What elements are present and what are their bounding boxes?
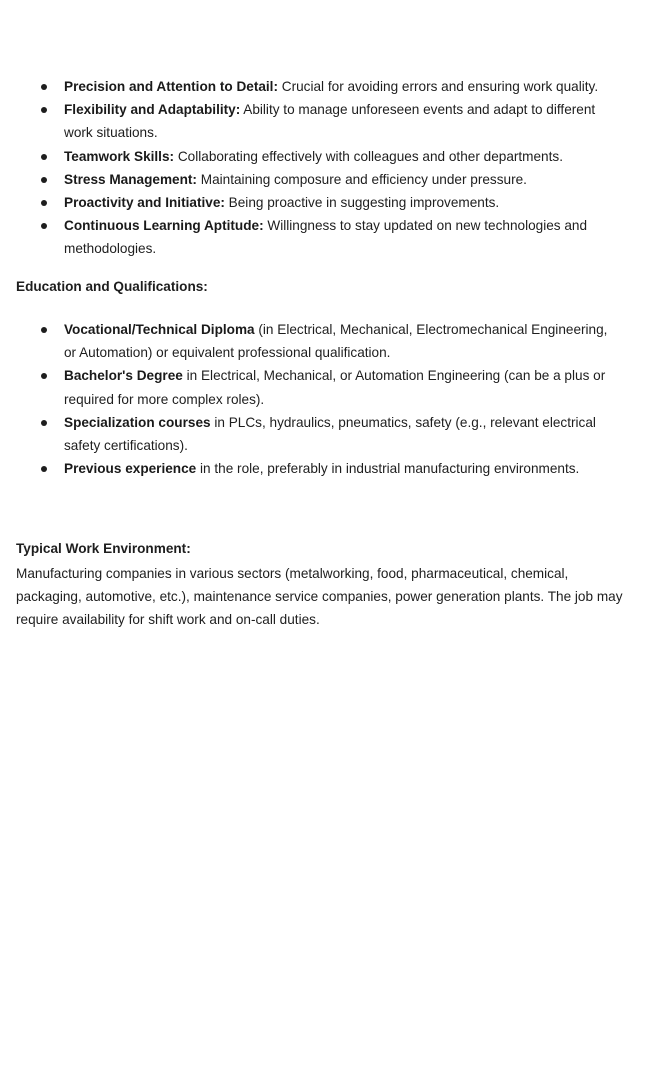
item-text: in the role, preferably in industrial manufacturing environments. bbox=[196, 461, 580, 477]
bullet-icon bbox=[41, 466, 47, 472]
item-title: Proactivity and Initiative: bbox=[64, 195, 225, 211]
item-title: Precision and Attention to Detail: bbox=[64, 79, 278, 94]
item-text: Maintaining composure and efficiency under pressure. bbox=[196, 171, 527, 187]
list-item bbox=[16, 214, 632, 260]
item-title: Teamwork Skills: bbox=[64, 148, 175, 164]
bullet-icon bbox=[41, 177, 47, 183]
bullet-icon bbox=[41, 84, 47, 90]
item-title: Continuous Learning Aptitude: bbox=[64, 218, 264, 234]
item-title: Bachelor's Degree bbox=[64, 368, 183, 384]
list-item bbox=[16, 318, 632, 364]
bullet-icon bbox=[41, 327, 47, 333]
item-text: Being proactive in suggesting improvements. bbox=[224, 195, 500, 211]
skills-list bbox=[16, 75, 632, 261]
bullet-icon bbox=[41, 154, 47, 160]
list-item bbox=[16, 191, 632, 214]
item-text: in PLCs, hydraulics, pneumatics, safety (e.g., relevant electrical safety certifications). bbox=[64, 414, 596, 454]
education-heading: Education and Qualifications: bbox=[16, 279, 208, 294]
item-title: Flexibility and Adaptability: bbox=[64, 102, 241, 118]
list-item bbox=[16, 75, 632, 98]
bullet-icon bbox=[41, 107, 47, 113]
item-text: Willingness to stay updated on new technologies and methodologies. bbox=[64, 218, 588, 257]
bullet-icon bbox=[41, 420, 47, 426]
environment-paragraph: Manufacturing companies in various sectors (metalworking, food, pharmaceutical, chemical, packaging, automotive, etc.), maintenance service companies, power generation plants. The job may require availability for shift work and on-call duties. bbox=[16, 566, 623, 628]
list-item bbox=[16, 168, 632, 191]
item-text: Ability to manage unforeseen events and adapt to different work situations. bbox=[64, 102, 596, 141]
list-item bbox=[16, 364, 632, 410]
item-text: Collaborating effectively with colleagues and other departments. bbox=[174, 148, 563, 164]
item-title: Stress Management: bbox=[64, 171, 197, 187]
item-title: Previous experience bbox=[64, 461, 197, 477]
item-title: Vocational/Technical Diploma bbox=[64, 322, 255, 337]
bullet-icon bbox=[41, 223, 47, 229]
item-text: Crucial for avoiding errors and ensuring work quality. bbox=[278, 79, 599, 94]
item-text: (in Electrical, Mechanical, Electromechanical Engineering, or Automation) or equivalent professional qualification. bbox=[64, 322, 608, 361]
list-item bbox=[16, 457, 632, 480]
environment-heading: Typical Work Environment: bbox=[16, 541, 191, 556]
list-item bbox=[16, 411, 632, 457]
bullet-icon bbox=[41, 200, 47, 206]
education-list bbox=[16, 318, 632, 480]
list-item bbox=[16, 145, 632, 168]
bullet-icon bbox=[41, 373, 47, 379]
item-title: Specialization courses bbox=[64, 414, 211, 430]
item-text: in Electrical, Mechanical, or Automation Engineering (can be a plus or required for more complex roles). bbox=[64, 368, 606, 407]
list-item bbox=[16, 98, 632, 144]
